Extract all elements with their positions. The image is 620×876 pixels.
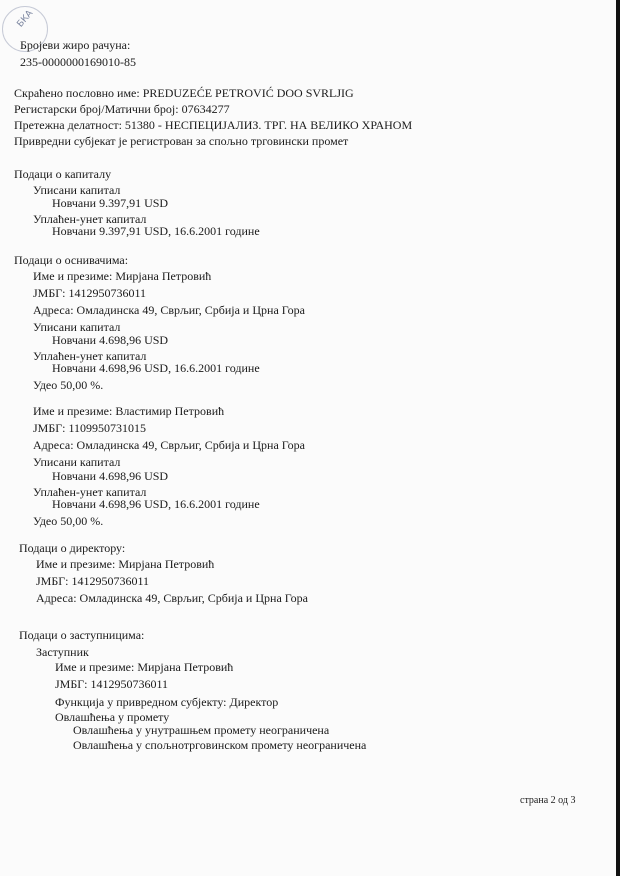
representative-function: Функција у привредном субјекту: Директор [55,695,279,709]
founder-2-address: Адреса: Омладинска 49, Сврљиг, Србија и Црна Гора [33,438,305,452]
founder-1-subscribed-value: Новчани 4.698,96 USD [52,333,169,347]
founder-1-name: Име и презиме: Мирјана Петровић [33,269,212,283]
representative-power-domestic: Овлашћења у унутрашњем промету неограничена [73,723,330,737]
founder-2-name: Име и презиме: Властимир Петровић [33,404,225,418]
stamp-seal-text: БКА [15,8,36,30]
founder-1-address: Адреса: Омладинска 49, Сврљиг, Србија и Црна Гора [33,303,305,317]
representative-jmbg: ЈМБГ: 1412950736011 [55,677,169,691]
founders-heading: Подаци о оснивачима: [14,253,129,267]
capital-subscribed-label: Уписани капитал [33,183,121,197]
founder-1-jmbg: ЈМБГ: 1412950736011 [33,286,147,300]
director-heading: Подаци о директору: [19,541,126,555]
founder-2-paid-value: Новчани 4.698,96 USD, 16.6.2001 године [52,497,260,511]
founder-1-paid-label: Уплаћен-унет капитал [33,349,147,363]
scan-edge [616,0,620,876]
capital-heading: Подаци о капиталу [14,167,112,181]
representatives-heading: Подаци о заступницима: [19,628,145,642]
representative-powers-label: Овлашћења у промету [55,710,170,724]
company-short-name: Скраћено пословно име: PREDUZEĆE PETROVIĆ DOO SVRLJIG [14,86,354,100]
founder-1-paid-value: Новчани 4.698,96 USD, 16.6.2001 године [52,361,260,375]
account-label: Бројеви жиро рачуна: [20,38,131,52]
company-reg-no: Регистарски број/Матични број: 07634277 [14,102,230,116]
representative-role: Заступник [36,645,89,659]
founder-1-subscribed-label: Уписани капитал [33,320,121,334]
capital-subscribed-value: Новчани 9.397,91 USD [52,196,169,210]
founder-1-share: Удео 50,00 %. [33,378,104,392]
founder-2-jmbg: ЈМБГ: 1109950731015 [33,421,147,435]
founder-2-subscribed-value: Новчани 4.698,96 USD [52,469,169,483]
capital-paid-value: Новчани 9.397,91 USD, 16.6.2001 године [52,224,260,238]
representative-power-foreign: Овлашћења у спољнотрговинском промету неограничена [73,738,367,752]
director-address: Адреса: Омладинска 49, Сврљиг, Србија и Црна Гора [36,591,308,605]
company-trade-reg: Привредни субјекат је регистрован за спољно трговински промет [14,134,349,148]
capital-paid-label: Уплаћен-унет капитал [33,212,147,226]
account-number: 235-0000000169010-85 [20,55,136,69]
founder-2-subscribed-label: Уписани капитал [33,455,121,469]
founder-2-share: Удео 50,00 %. [33,514,104,528]
company-activity: Претежна делатност: 51380 - НЕСПЕЦИЈАЛИЗ. ТРГ. НА ВЕЛИКО ХРАНОМ [14,118,413,132]
representative-name: Име и презиме: Мирјана Петровић [55,660,234,674]
founder-2-paid-label: Уплаћен-унет капитал [33,485,147,499]
page-number: страна 2 од 3 [520,795,576,806]
director-name: Име и презиме: Мирјана Петровић [36,557,215,571]
director-jmbg: ЈМБГ: 1412950736011 [36,574,150,588]
